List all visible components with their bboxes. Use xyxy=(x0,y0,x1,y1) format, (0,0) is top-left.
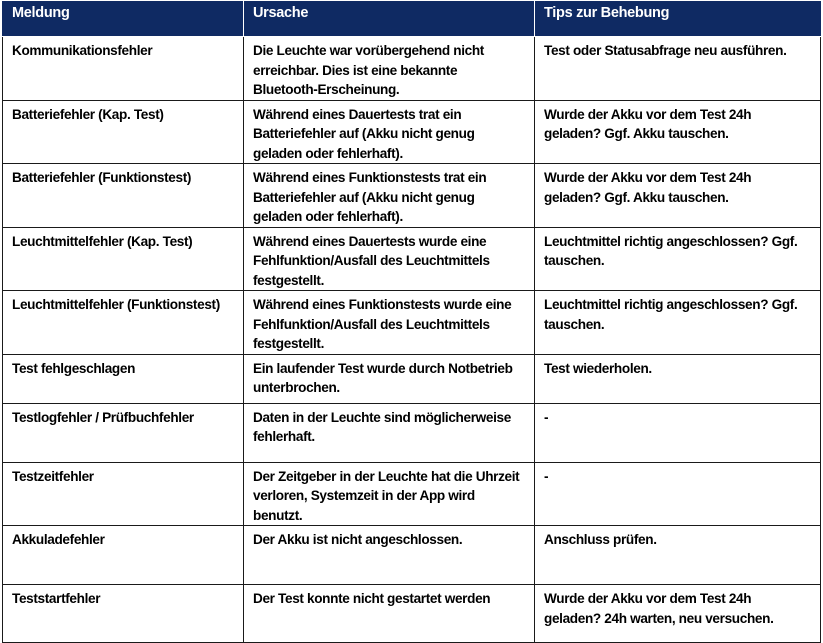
cell-cause: Während eines Dauertests trat ein Batteriefehler auf (Akku nicht genug geladen oder fehlerhaft). xyxy=(244,100,535,164)
cell-cause: Ein laufender Test wurde durch Notbetrieb unterbrochen. xyxy=(244,354,535,403)
table-row xyxy=(3,526,821,585)
table-row xyxy=(3,100,821,164)
table-row xyxy=(3,291,821,355)
cell-message: Testlogfehler / Prüfbuchfehler xyxy=(3,403,244,462)
cell-cause: Der Zeitgeber in der Leuchte hat die Uhrzeit verloren, Systemzeit in der App wird benutzt. xyxy=(244,462,535,526)
error-table-container xyxy=(2,1,821,643)
cell-fix: Wurde der Akku vor dem Test 24h geladen? Ggf. Akku tauschen. xyxy=(535,164,821,228)
cell-cause: Die Leuchte war vorübergehend nicht erreichbar. Dies ist eine bekannte Bluetooth-Erscheinung. xyxy=(244,37,535,101)
table-row xyxy=(3,164,821,228)
cell-fix: - xyxy=(535,403,821,462)
cell-message: Teststartfehler xyxy=(3,585,244,643)
table-row xyxy=(3,227,821,291)
header-cause: Ursache xyxy=(244,2,535,37)
cell-message: Testzeitfehler xyxy=(3,462,244,526)
cell-cause: Der Akku ist nicht angeschlossen. xyxy=(244,526,535,585)
table-row xyxy=(3,462,821,526)
cell-cause: Während eines Funktionstests wurde eine Fehlfunktion/Ausfall des Leuchtmittels festgestellt. xyxy=(244,291,535,355)
cell-message: Test fehlgeschlagen xyxy=(3,354,244,403)
cell-fix: Leuchtmittel richtig angeschlossen? Ggf. tauschen. xyxy=(535,291,821,355)
cell-message: Batteriefehler (Funktionstest) xyxy=(3,164,244,228)
table-row xyxy=(3,403,821,462)
cell-message: Leuchtmittelfehler (Kap. Test) xyxy=(3,227,244,291)
cell-cause: Während eines Dauertests wurde eine Fehlfunktion/Ausfall des Leuchtmittels festgestellt. xyxy=(244,227,535,291)
cell-fix: Test wiederholen. xyxy=(535,354,821,403)
cell-fix: Leuchtmittel richtig angeschlossen? Ggf. tauschen. xyxy=(535,227,821,291)
cell-cause: Daten in der Leuchte sind möglicherweise fehlerhaft. xyxy=(244,403,535,462)
cell-message: Akkuladefehler xyxy=(3,526,244,585)
table-row xyxy=(3,585,821,643)
table-row xyxy=(3,354,821,403)
error-table xyxy=(2,1,821,643)
cell-fix: Test oder Statusabfrage neu ausführen. xyxy=(535,37,821,101)
table-row xyxy=(3,37,821,101)
cell-message: Kommunikationsfehler xyxy=(3,37,244,101)
cell-fix: Wurde der Akku vor dem Test 24h geladen? Ggf. Akku tauschen. xyxy=(535,100,821,164)
cell-fix: Wurde der Akku vor dem Test 24h geladen? 24h warten, neu versuchen. xyxy=(535,585,821,643)
cell-fix: Anschluss prüfen. xyxy=(535,526,821,585)
header-fix: Tips zur Behebung xyxy=(535,2,821,37)
cell-cause: Während eines Funktionstests trat ein Batteriefehler auf (Akku nicht genug geladen oder fehlerhaft). xyxy=(244,164,535,228)
cell-cause: Der Test konnte nicht gestartet werden xyxy=(244,585,535,643)
header-message: Meldung xyxy=(3,2,244,37)
cell-fix: - xyxy=(535,462,821,526)
table-header-row xyxy=(3,2,821,37)
cell-message: Batteriefehler (Kap. Test) xyxy=(3,100,244,164)
cell-message: Leuchtmittelfehler (Funktionstest) xyxy=(3,291,244,355)
